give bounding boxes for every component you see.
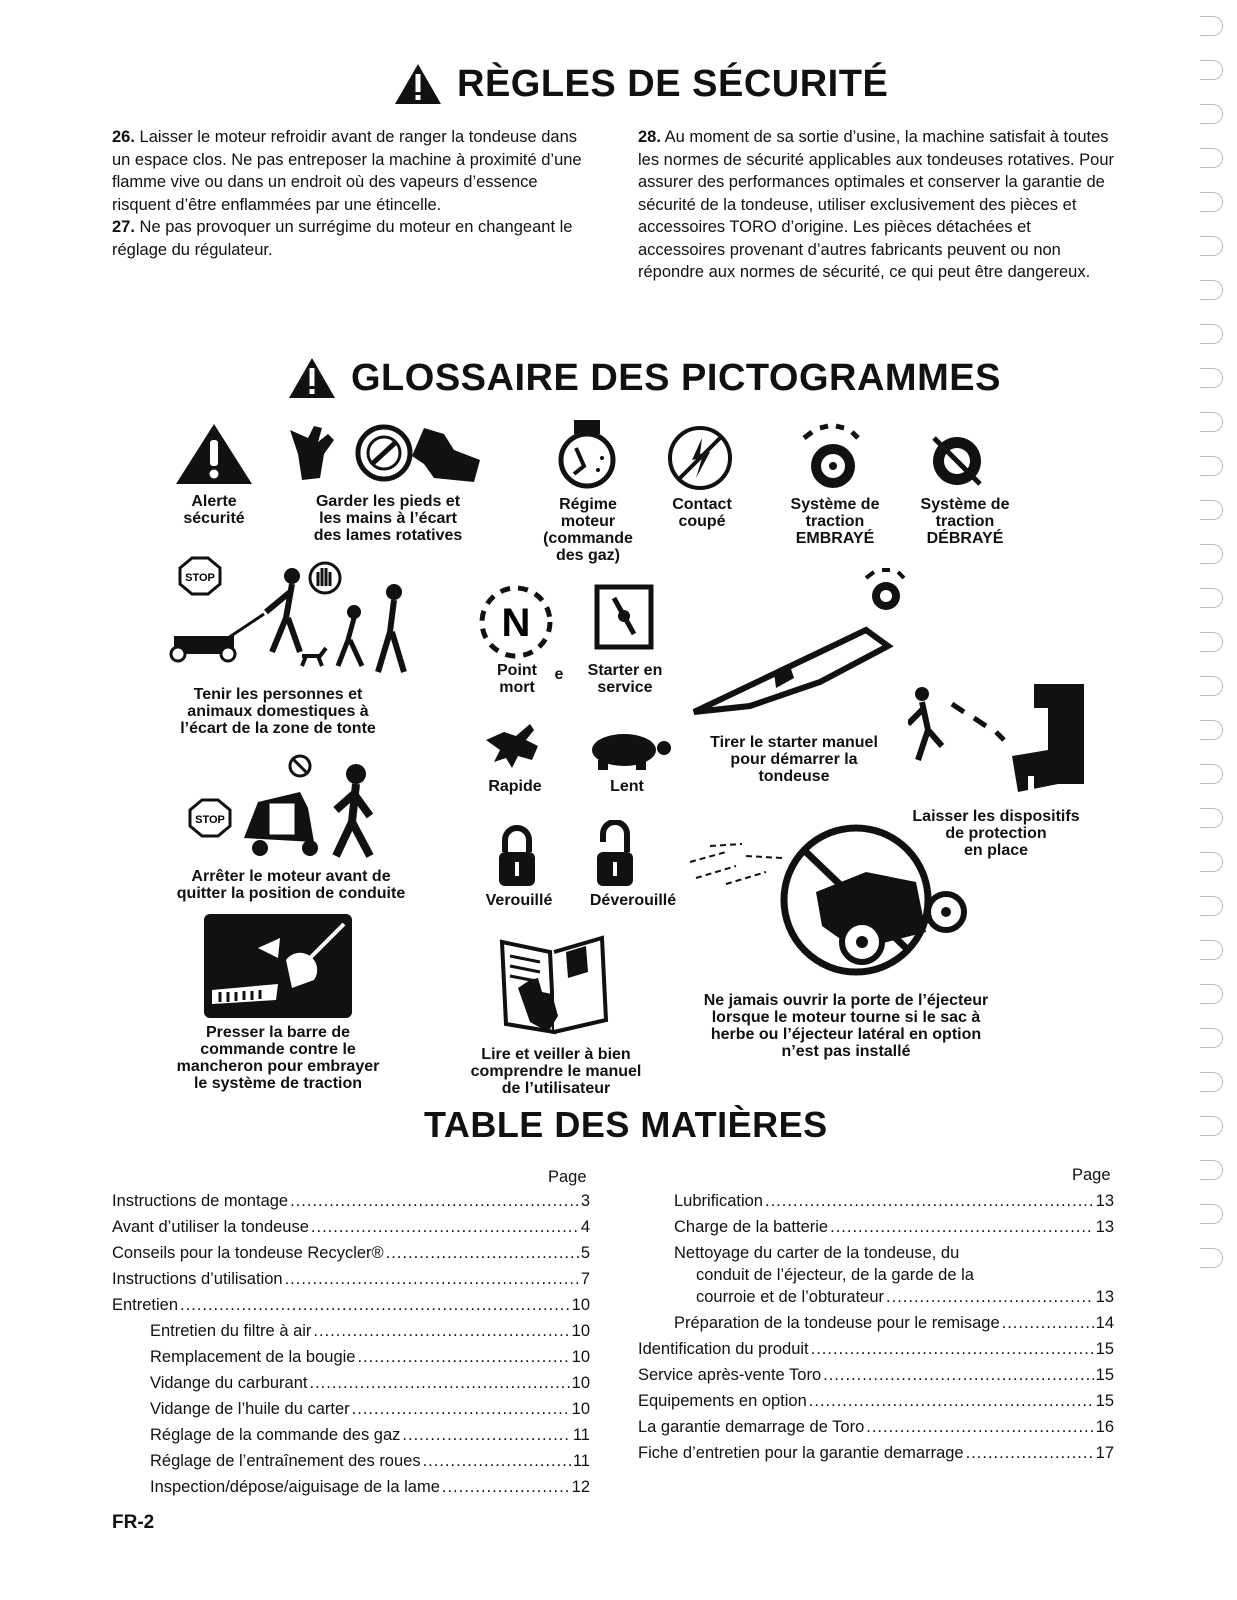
svg-text:STOP: STOP	[195, 814, 225, 826]
rule-26: 26. Laisser le moteur refroidir avant de ranger la tondeuse dans un espace clos. Ne pas entreposer la machine à proximité d’une flamme vive ou dans un endroit où des vapeurs d’essence risquent d’être enflammées par une étincelle.	[112, 128, 582, 214]
toc-entry[interactable]: La garantie demarrage de Toro ..... 16	[638, 1418, 1114, 1442]
caption-read-manual: Lire et veiller à bien comprendre le manuel de l’utilisateur	[470, 1046, 642, 1097]
padlock-locked-icon	[496, 824, 538, 888]
toc-page-header-left: Page	[548, 1168, 587, 1186]
caption-drive-disengaged: Système de traction DÉBRAYÉ	[920, 496, 1010, 547]
toc-entry[interactable]: Vidange de l’huile du carter ..... 10	[150, 1400, 590, 1424]
padlock-unlocked-icon	[594, 820, 636, 888]
caption-neutral: Point mort	[497, 662, 537, 696]
caption-keep-away: Garder les pieds et les mains à l’écart des lames rotatives	[313, 493, 463, 544]
toc-entry[interactable]: Vidange du carburant ..... 10	[150, 1374, 590, 1398]
safety-title: RÈGLES DE SÉCURITÉ	[457, 62, 889, 105]
warning-triangle-icon	[287, 356, 337, 400]
hand-foot-blade-icon	[284, 420, 484, 486]
guards-in-place-icon	[908, 680, 1088, 800]
toc-entry[interactable]: Lubrification ..... 13	[674, 1192, 1114, 1216]
svg-text:N: N	[501, 601, 531, 645]
choke-starter-icon	[594, 584, 654, 650]
caption-alert: Alerte sécurité	[183, 493, 245, 527]
caption-slow: Lent	[610, 778, 644, 795]
stop-engine-icon	[184, 752, 414, 860]
pull-starter-icon	[690, 566, 930, 720]
caption-never-open: Ne jamais ouvrir la porte de l’éjecteur lorsque le moteur tourne si le sac à herbe ou l’éjecteur latéral en option n’est pas installé	[703, 992, 989, 1060]
safety-column-left	[112, 126, 598, 261]
toc-entry[interactable]: Inspection/dépose/aiguisage de la lame ..... 12	[150, 1478, 590, 1502]
safety-column-right	[638, 126, 1116, 284]
caption-engine-speed: Régime moteur (commande des gaz)	[543, 496, 633, 564]
toc-title: TABLE DES MATIÈRES	[424, 1104, 828, 1145]
toc-entry[interactable]: Service après-vente Toro ..... 15	[638, 1366, 1114, 1390]
rule-28: 28. Au moment de sa sortie d’usine, la machine satisfait à toutes les normes de sécurité applicables aux tondeuses rotatives. Pour assurer des performances optimales et conserver la garantie de sécurité de la tondeuse, utiliser exclusivement des pièces et accessoires TORO d’origine. Les pièces détachées et accessoires provenant d’autres fabricants peuvent ou non répondre aux normes de sécurité, ce qui peut être dangereux.	[638, 128, 1115, 281]
toc-entry[interactable]: Conseils pour la tondeuse Recycler® ..... 5	[112, 1244, 590, 1268]
warning-triangle-icon	[393, 62, 443, 106]
safety-alert-icon	[174, 422, 254, 486]
toc-entry[interactable]: Instructions de montage ..... 3	[112, 1192, 590, 1216]
toc-entry[interactable]: Avant d’utiliser la tondeuse ..... 4	[112, 1218, 590, 1242]
caption-unlocked: Déverouillé	[589, 892, 677, 909]
caption-ignition-off: Contact coupé	[672, 496, 732, 530]
turtle-slow-icon	[580, 724, 674, 772]
caption-drive-engaged: Système de traction EMBRAYÉ	[790, 496, 880, 547]
safety-heading	[393, 62, 888, 106]
toc-entry[interactable]: Réglage de l’entraînement des roues ..... 11	[150, 1452, 590, 1476]
drive-engaged-icon	[798, 422, 868, 492]
caption-fast: Rapide	[488, 778, 542, 795]
ignition-off-icon	[666, 424, 734, 492]
toc-entry[interactable]: Identification du produit ..... 15	[638, 1340, 1114, 1364]
toc-entry-line[interactable]: Nettoyage du carter de la tondeuse, du	[674, 1244, 960, 1262]
read-manual-icon	[496, 932, 612, 1038]
caption-stop-engine: Arrêter le moteur avant de quitter la position de conduite	[176, 868, 406, 902]
no-open-ejector-icon	[686, 822, 976, 982]
toc-page-header-right: Page	[1072, 1166, 1111, 1184]
toc-entry[interactable]: Charge de la batterie ..... 13	[674, 1218, 1114, 1242]
page-number: FR-2	[112, 1512, 155, 1533]
drive-disengaged-icon	[926, 430, 988, 492]
toc-entry[interactable]: Equipements en option ..... 15	[638, 1392, 1114, 1416]
press-control-bar-icon	[204, 914, 352, 1018]
glossary-title: GLOSSAIRE DES PICTOGRAMMES	[351, 356, 1001, 399]
toc-entry-line[interactable]: conduit de l’éjecteur, de la garde de la	[696, 1266, 974, 1284]
toc-entry[interactable]: Entretien du filtre à air ..... 10	[150, 1322, 590, 1346]
keep-people-away-icon	[168, 556, 418, 680]
rule-27: 27. Ne pas provoquer un surrégime du moteur en changeant le réglage du régulateur.	[112, 218, 573, 259]
caption-starter: Starter en service	[587, 662, 663, 696]
neutral-icon	[476, 582, 556, 662]
toc-entry[interactable]: Réglage de la commande des gaz ..... 11	[150, 1426, 590, 1450]
glossary-heading	[287, 356, 1001, 400]
svg-text:STOP: STOP	[185, 572, 215, 584]
caption-keep-people: Tenir les personnes et animaux domestiques à l’écart de la zone de tonte	[180, 686, 376, 737]
engine-speed-icon	[554, 418, 620, 490]
toc-entry[interactable]: courroie et de l’obturateur ..... 13	[696, 1288, 1114, 1312]
caption-guards: Laisser les dispositifs de protection en place	[912, 808, 1080, 859]
caption-pull-starter: Tirer le starter manuel pour démarrer la tondeuse	[710, 734, 878, 785]
toc-entry[interactable]: Remplacement de la bougie ..... 10	[150, 1348, 590, 1372]
caption-locked: Verouillé	[485, 892, 553, 909]
toc-entry[interactable]: Préparation de la tondeuse pour le remisage ..... 14	[674, 1314, 1114, 1338]
caption-neutral-mark: e	[554, 666, 564, 683]
toc-entry[interactable]: Entretien ..... 10	[112, 1296, 590, 1320]
toc-entry[interactable]: Instructions d’utilisation ..... 7	[112, 1270, 590, 1294]
rabbit-fast-icon	[482, 716, 544, 772]
caption-press-bar: Presser la barre de commande contre le mancheron pour embrayer le système de traction	[176, 1024, 380, 1092]
toc-entry[interactable]: Fiche d’entretien pour la garantie demarrage ..... 17	[638, 1444, 1114, 1468]
